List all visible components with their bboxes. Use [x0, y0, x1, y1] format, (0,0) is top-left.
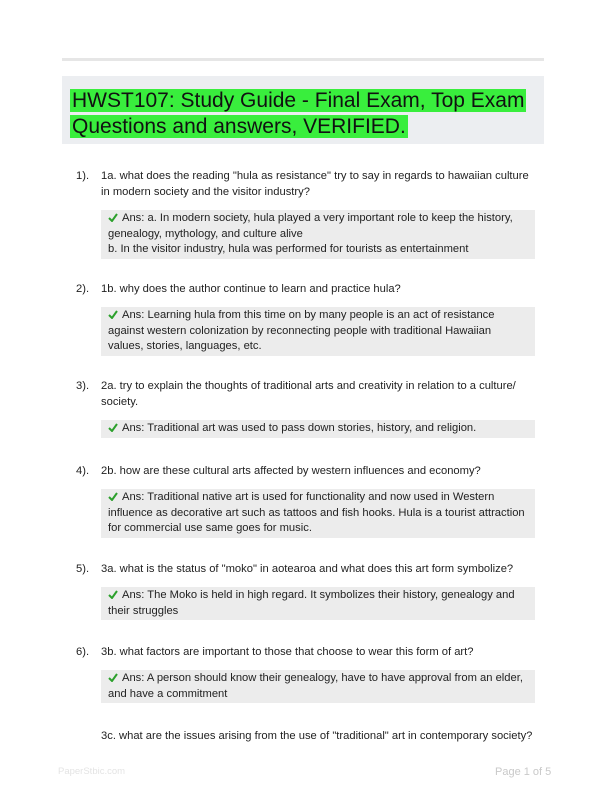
question-text: 3c. what are the issues arising from the use of "traditional" art in contemporary society? — [101, 730, 533, 742]
question-number: 1). — [76, 170, 90, 182]
answer-text: Ans: The Moko is held in high regard. It symbolizes their history, genealogy and their struggles — [108, 589, 515, 617]
answer-box — [101, 210, 535, 259]
question-item-4 — [76, 463, 544, 538]
question-item-7 — [76, 728, 544, 744]
page-title-line-1: HWST107: Study Guide - Final Exam, Top Exam — [72, 89, 525, 112]
question-number: 5). — [76, 563, 90, 575]
question-text: 1a. what does the reading "hula as resistance" try to say in regards to hawaiian culture in modern society and the visitor industry? — [101, 170, 529, 198]
check-icon — [108, 211, 119, 227]
page-indicator: Page 1 of 5 — [495, 766, 552, 778]
question-text: 3a. what is the status of "moko" in aotearoa and what does this art form symbolize? — [101, 563, 514, 575]
question-item-6 — [76, 644, 544, 703]
answer-box — [101, 420, 535, 438]
question-text: 3b. what factors are important to those that choose to wear this form of art? — [101, 646, 474, 658]
question-text: 2a. try to explain the thoughts of traditional arts and creativity in relation to a culture/ society. — [101, 380, 516, 408]
top-divider — [62, 58, 544, 61]
question-number: 6). — [76, 646, 90, 658]
footer-watermark: PaperStbic.com — [58, 766, 126, 777]
question-item-1 — [76, 168, 544, 259]
answer-box — [101, 670, 535, 703]
check-icon — [108, 421, 119, 437]
question-item-5 — [76, 561, 544, 620]
answer-text: Ans: Traditional native art is used for functionality and now used in Western influence as decorative art such as tattoos and fish hooks. Hula is a tourist attraction for commercial use same goes for music. — [108, 491, 525, 534]
check-icon — [108, 490, 119, 506]
question-number: 2). — [76, 283, 90, 295]
question-item-2 — [76, 281, 544, 356]
question-text: 1b. why does the author continue to learn and practice hula? — [101, 283, 401, 295]
question-number: 3). — [76, 380, 90, 392]
question-number: 4). — [76, 465, 90, 477]
page-title-line-2: Questions and answers, VERIFIED. — [72, 115, 406, 138]
check-icon — [108, 588, 119, 604]
check-icon — [108, 671, 119, 687]
answer-box — [101, 489, 535, 538]
answer-text: Ans: A person should know their genealogy, have to have approval from an elder, and have a commitment — [108, 672, 523, 700]
answer-text: Ans: a. In modern society, hula played a very important role to keep the history, genealogy, mythology, and culture alive — [108, 212, 513, 240]
answer-box — [101, 587, 535, 620]
answer-text-continued: b. In the visitor industry, hula was performed for tourists as entertainment — [108, 243, 469, 255]
question-item-3 — [76, 378, 544, 438]
answer-text: Ans: Learning hula from this time on by many people is an act of resistance against western colonization by reconnecting people with traditional Hawaiian values, stories, languages, etc. — [108, 309, 495, 352]
title-box — [62, 76, 544, 144]
check-icon — [108, 308, 119, 324]
answer-box — [101, 307, 535, 356]
question-text: 2b. how are these cultural arts affected by western influences and economy? — [101, 465, 481, 477]
answer-text: Ans: Traditional art was used to pass down stories, history, and religion. — [122, 422, 477, 434]
